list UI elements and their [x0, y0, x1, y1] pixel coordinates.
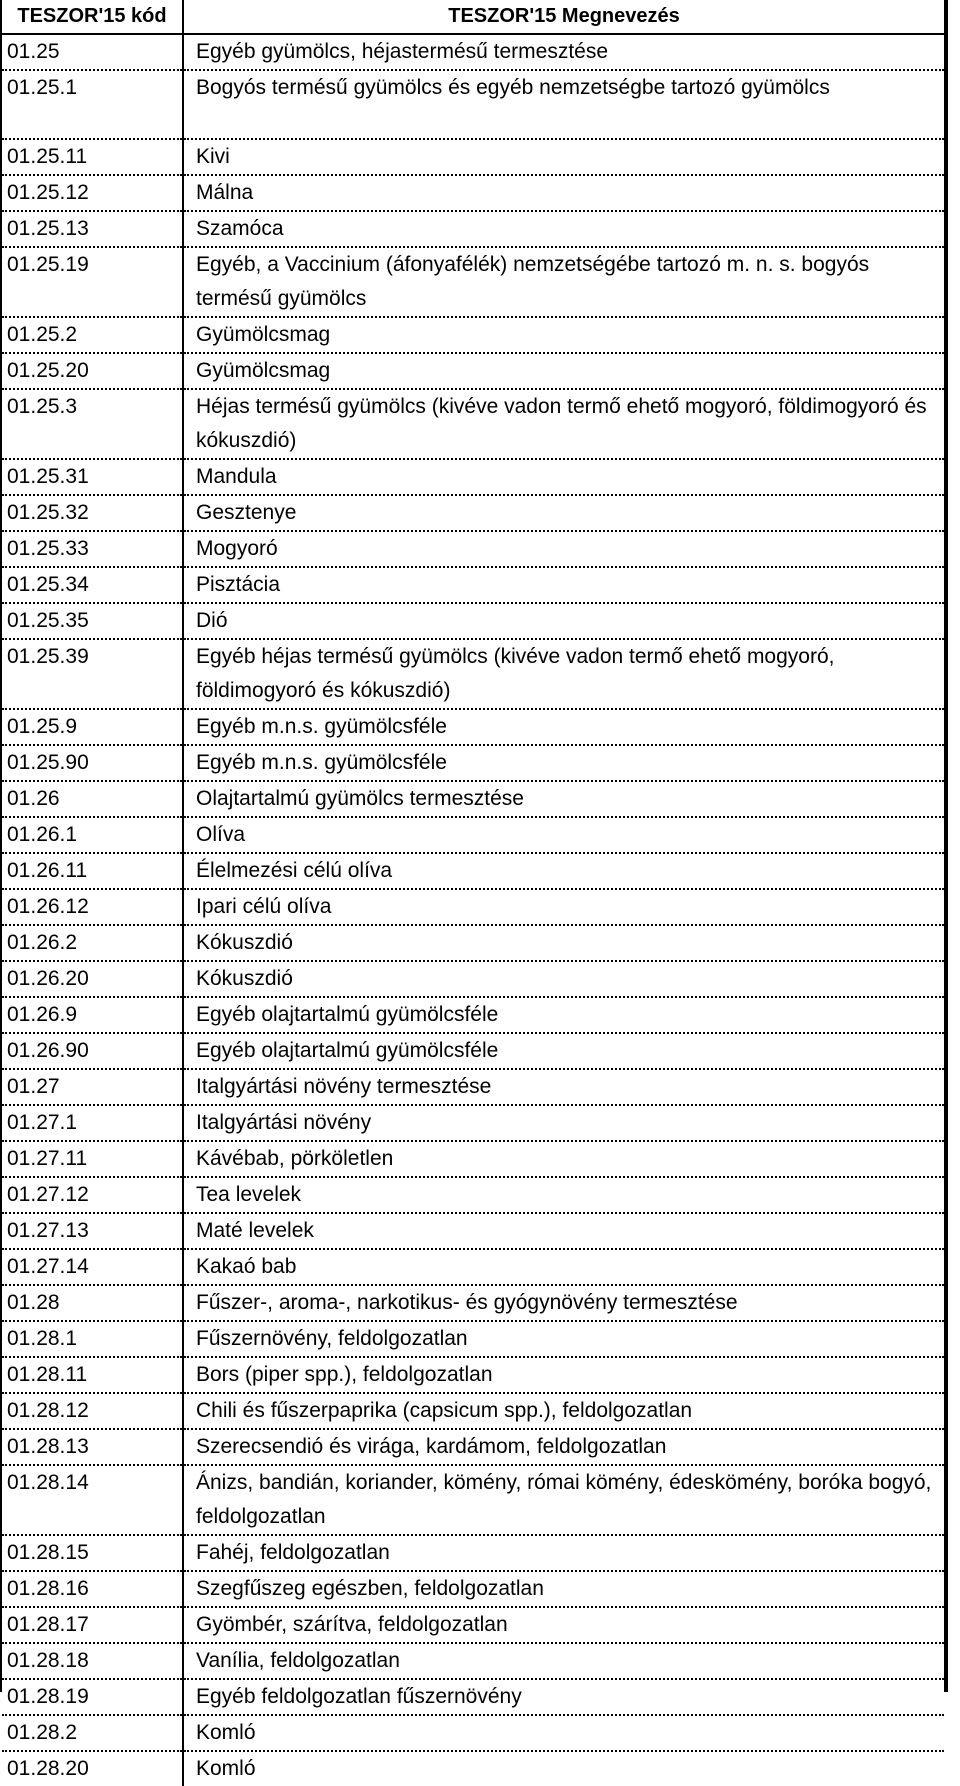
cell-code[interactable]: 01.26.90 [2, 1033, 183, 1069]
table-row [2, 1033, 944, 1069]
cell-code[interactable]: 01.28 [2, 1285, 183, 1321]
cell-code[interactable]: 01.25.2 [2, 317, 183, 353]
cell-name[interactable]: Málna [183, 175, 944, 211]
cell-code[interactable]: 01.25.19 [2, 247, 183, 317]
cell-code[interactable]: 01.27.12 [2, 1177, 183, 1213]
cell-name[interactable]: Pisztácia [183, 567, 944, 603]
table-row [2, 1285, 944, 1321]
cell-name[interactable]: Kakaó bab [183, 1249, 944, 1285]
table-row [2, 1213, 944, 1249]
cell-code[interactable]: 01.25.9 [2, 709, 183, 745]
table-row [2, 175, 944, 211]
cell-name[interactable]: Olíva [183, 817, 944, 853]
cell-name[interactable]: Maté levelek [183, 1213, 944, 1249]
cell-code[interactable]: 01.27.11 [2, 1141, 183, 1177]
cell-code[interactable]: 01.26 [2, 781, 183, 817]
header-row [2, 0, 944, 34]
table-row [2, 495, 944, 531]
table-row [2, 781, 944, 817]
cell-name[interactable]: Italgyártási növény [183, 1105, 944, 1141]
cell-code[interactable]: 01.25.20 [2, 353, 183, 389]
cell-code[interactable]: 01.26.11 [2, 853, 183, 889]
table-row [2, 603, 944, 639]
cell-name[interactable]: Fűszer-, aroma-, narkotikus- és gyógynövény termesztése [183, 1285, 944, 1321]
cell-name[interactable]: Mandula [183, 459, 944, 495]
table-row [2, 961, 944, 997]
cell-code[interactable]: 01.25.11 [2, 139, 183, 175]
table-row [2, 70, 944, 139]
cell-name[interactable]: Szerecsendió és virága, kardámom, feldolgozatlan [183, 1429, 944, 1465]
cell-name[interactable]: Héjas termésű gyümölcs (kivéve vadon termő ehető mogyoró, földimogyoró és kókuszdió) [183, 389, 944, 459]
cell-code[interactable]: 01.25.34 [2, 567, 183, 603]
cell-name[interactable]: Ipari célú olíva [183, 889, 944, 925]
cell-code[interactable]: 01.25.90 [2, 745, 183, 781]
cell-name[interactable]: Kávébab, pörköletlen [183, 1141, 944, 1177]
cell-code[interactable]: 01.26.20 [2, 961, 183, 997]
cell-name[interactable]: Kókuszdió [183, 925, 944, 961]
header-name[interactable]: TESZOR'15 Megnevezés [183, 0, 944, 34]
table-row [2, 459, 944, 495]
table-row [2, 1429, 944, 1465]
table-row [2, 1393, 944, 1429]
cell-code[interactable]: 01.25.39 [2, 639, 183, 709]
table-row [2, 709, 944, 745]
cell-name[interactable]: Egyéb m.n.s. gyümölcsféle [183, 709, 944, 745]
cell-code[interactable]: 01.28.13 [2, 1429, 183, 1465]
cell-code[interactable]: 01.25.31 [2, 459, 183, 495]
cell-code[interactable]: 01.25.13 [2, 211, 183, 247]
table-row [2, 1607, 944, 1643]
table-row [2, 1249, 944, 1285]
table-row [2, 889, 944, 925]
cell-code[interactable]: 01.28.18 [2, 1643, 183, 1679]
cell-code[interactable]: 01.27.1 [2, 1105, 183, 1141]
cell-name[interactable]: Egyéb olajtartalmú gyümölcsféle [183, 997, 944, 1033]
cell-name[interactable]: Szegfűszeg egészben, feldolgozatlan [183, 1571, 944, 1607]
teszor-table [2, 0, 944, 1786]
cell-name[interactable]: Bogyós termésű gyümölcs és egyéb nemzetségbe tartozó gyümölcs [183, 70, 944, 139]
cell-code[interactable]: 01.25.1 [2, 70, 183, 139]
cell-code[interactable]: 01.28.12 [2, 1393, 183, 1429]
table-row [2, 1643, 944, 1679]
table-row [2, 1321, 944, 1357]
cell-name[interactable]: Komló [196, 1757, 256, 1780]
cell-code[interactable]: 01.27 [2, 1069, 183, 1105]
table-row [2, 211, 944, 247]
cell-name[interactable]: Kivi [183, 139, 944, 175]
cell-code[interactable]: 01.25.12 [2, 175, 183, 211]
cell-name[interactable]: Bors (piper spp.), feldolgozatlan [183, 1357, 944, 1393]
cell-name[interactable]: Chili és fűszerpaprika (capsicum spp.), feldolgozatlan [183, 1393, 944, 1429]
cell-code[interactable]: 01.28.14 [2, 1465, 183, 1535]
cell-name[interactable]: Gyümölcsmag [183, 317, 944, 353]
cell-code[interactable]: 01.26.1 [2, 817, 183, 853]
table-row [2, 1465, 944, 1535]
cell-code[interactable]: 01.28.16 [2, 1571, 183, 1607]
table-row [2, 745, 944, 781]
table-row [2, 247, 944, 317]
cell-name[interactable]: Fűszernövény, feldolgozatlan [183, 1321, 944, 1357]
cell-name[interactable]: Egyéb héjas termésű gyümölcs (kivéve vadon termő ehető mogyoró, földimogyoró és kókuszdió) [183, 639, 944, 709]
table-row [2, 567, 944, 603]
header-code[interactable]: TESZOR'15 kód [2, 0, 183, 34]
cell-code[interactable]: 01.28.2 [2, 1715, 183, 1751]
table-row [2, 1141, 944, 1177]
cell-name[interactable]: Kókuszdió [183, 961, 944, 997]
table-row [2, 853, 944, 889]
table-row [2, 1679, 944, 1715]
table-row [2, 1571, 944, 1607]
table-row [2, 1357, 944, 1393]
table-row [2, 1535, 944, 1571]
cell-code[interactable]: 01.26.2 [2, 925, 183, 961]
table-row [2, 34, 944, 70]
cell-name[interactable]: Egyéb olajtartalmú gyümölcsféle [183, 1033, 944, 1069]
cell-name[interactable]: Vanília, feldolgozatlan [183, 1643, 944, 1679]
cell-code[interactable]: 01.28.17 [2, 1607, 183, 1643]
cell-name[interactable]: Egyéb m.n.s. gyümölcsféle [183, 745, 944, 781]
cell-code[interactable]: 01.25.3 [2, 389, 183, 459]
cell-code[interactable]: 01.27.14 [2, 1249, 183, 1285]
cell-code[interactable]: 01.25.32 [2, 495, 183, 531]
cell-code[interactable]: 01.28.19 [2, 1679, 183, 1715]
table-row [2, 531, 944, 567]
cell-code[interactable]: 01.28.11 [2, 1357, 183, 1393]
table-row [2, 925, 944, 961]
table-row [2, 1069, 944, 1105]
table-row [2, 353, 944, 389]
cell-code[interactable]: 01.25.35 [2, 603, 183, 639]
cell-code[interactable]: 01.28.1 [2, 1321, 183, 1357]
table-row [2, 997, 944, 1033]
table-row [2, 1751, 944, 1786]
table-row [2, 639, 944, 709]
cell-name[interactable]: Szamóca [183, 211, 944, 247]
cell-name[interactable]: Egyéb feldolgozatlan fűszernövény [183, 1679, 944, 1715]
cell-name[interactable]: Italgyártási növény termesztése [183, 1069, 944, 1105]
cell-name[interactable]: Fahéj, feldolgozatlan [183, 1535, 944, 1571]
table-row [2, 389, 944, 459]
table-row [2, 817, 944, 853]
cell-name[interactable]: Gyömbér, szárítva, feldolgozatlan [183, 1607, 944, 1643]
cell-name[interactable]: Mogyoró [183, 531, 944, 567]
cell-code[interactable]: 01.26.12 [2, 889, 183, 925]
cell-name[interactable]: Egyéb gyümölcs, héjastermésű termesztése [183, 34, 944, 70]
cell-name[interactable]: Tea levelek [183, 1177, 944, 1213]
cell-name[interactable]: Gesztenye [183, 495, 944, 531]
table-row [2, 1177, 944, 1213]
cell-code[interactable]: 01.28.20 [2, 1751, 183, 1786]
cell-name[interactable]: Élelmezési célú olíva [183, 853, 944, 889]
table-row [2, 1715, 944, 1751]
cell-code[interactable]: 01.26.9 [2, 997, 183, 1033]
table-row [2, 1105, 944, 1141]
cell-name[interactable]: Dió [183, 603, 944, 639]
table-row [2, 139, 944, 175]
cell-code[interactable]: 01.27.13 [2, 1213, 183, 1249]
cell-name[interactable]: Olajtartalmú gyümölcs termesztése [183, 781, 944, 817]
cell-name[interactable]: Ánizs, bandián, koriander, kömény, római kömény, édeskömény, boróka bogyó, feldolgozatlan [183, 1465, 944, 1535]
table-row [2, 317, 944, 353]
cell-code[interactable]: 01.25 [2, 34, 183, 70]
cell-code[interactable]: 01.25.33 [2, 531, 183, 567]
cell-name[interactable]: Komló [183, 1715, 944, 1751]
cell-code[interactable]: 01.28.15 [2, 1535, 183, 1571]
cell-name[interactable]: Gyümölcsmag [183, 353, 944, 389]
cell-name[interactable]: Egyéb, a Vaccinium (áfonyafélék) nemzetségébe tartozó m. n. s. bogyós termésű gyümölcs [183, 247, 944, 317]
